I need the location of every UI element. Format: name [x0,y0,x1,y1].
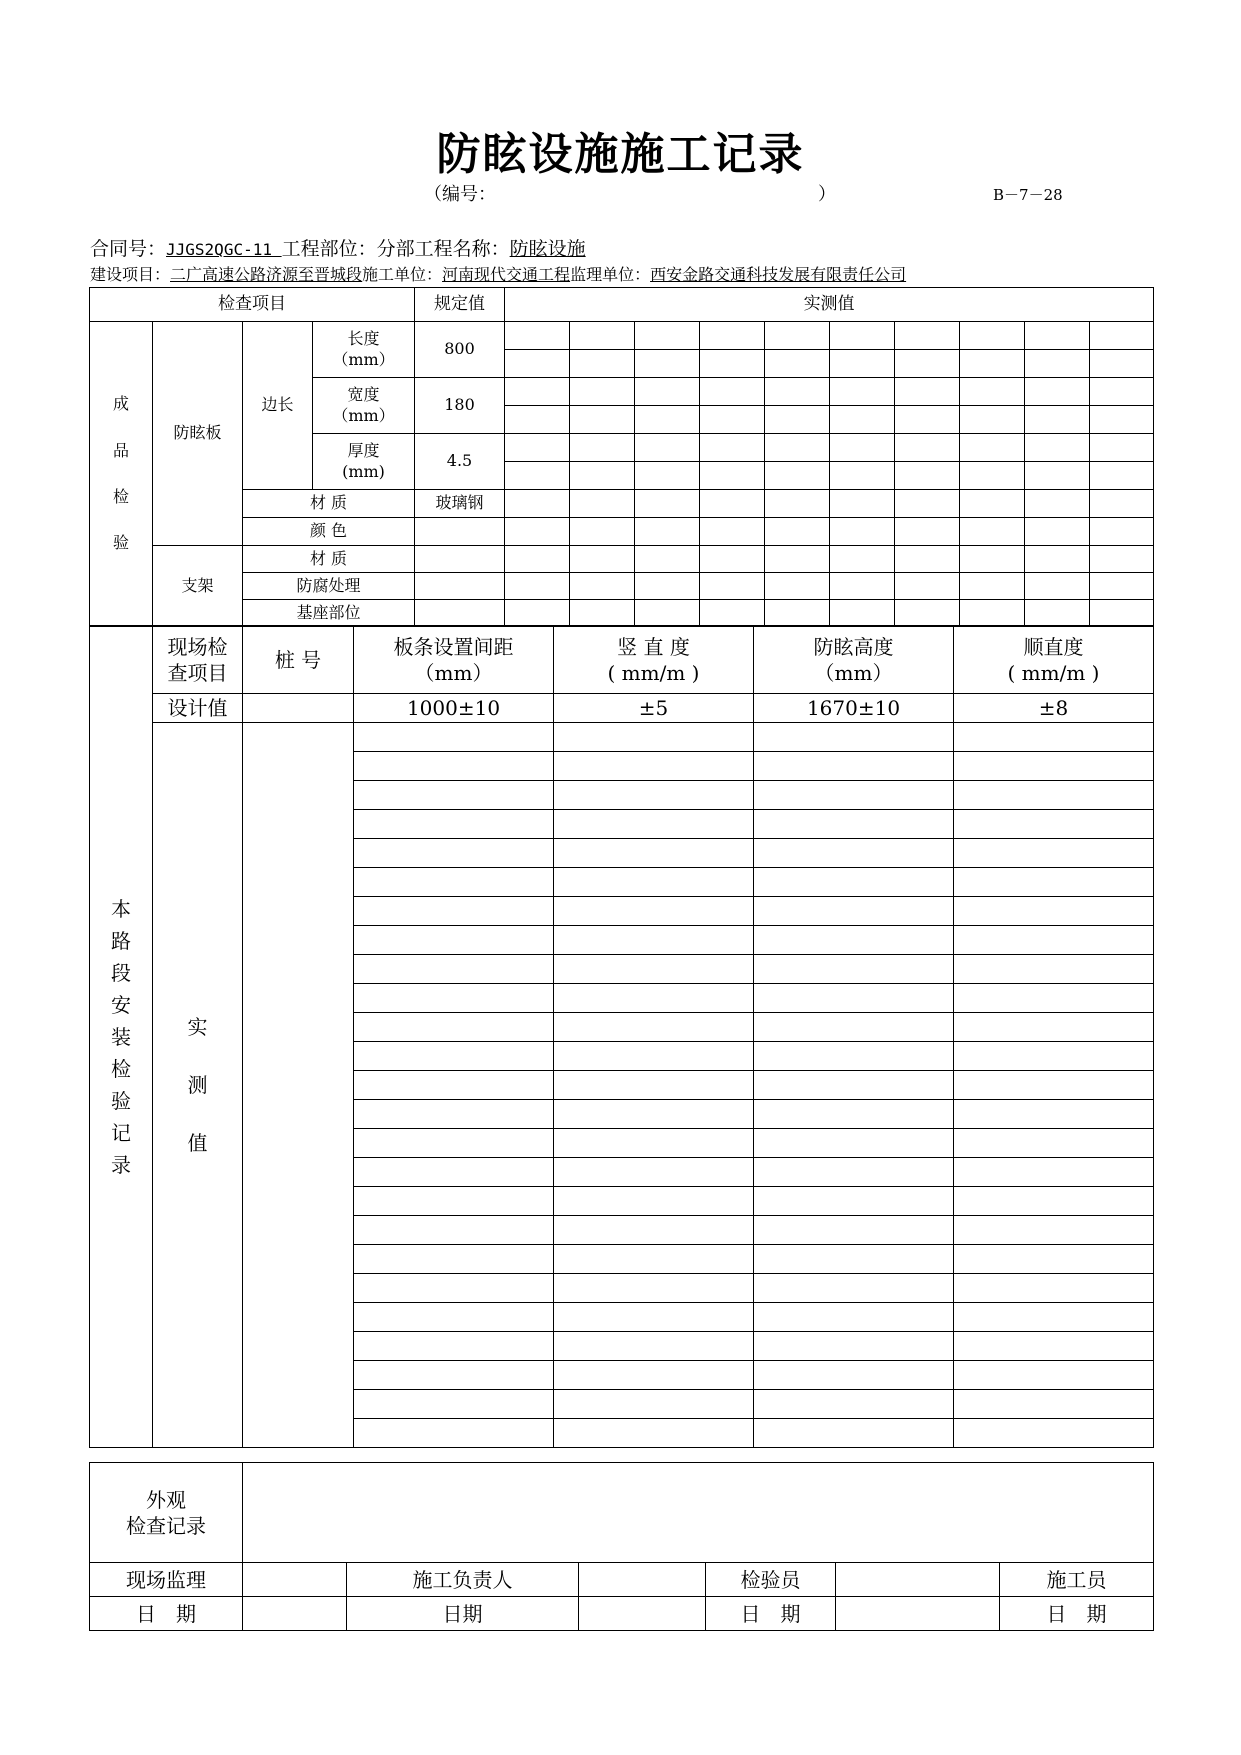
straightness-header: 顺直度 ( mm/m ) [954,626,1154,694]
anticorrosion-label: 防腐处理 [243,573,415,600]
material-label: 材 质 [243,490,415,518]
measurement-cell[interactable] [754,1332,954,1361]
measurement-cell[interactable] [354,868,554,897]
product-inspection-label: 成品检验 [90,322,153,627]
measurement-cell[interactable] [554,810,754,839]
measurement-cell[interactable] [554,1129,754,1158]
measurement-cell[interactable] [354,1013,554,1042]
date-field-1[interactable] [243,1597,347,1631]
date-field-3[interactable] [836,1597,1000,1631]
width-label: 宽度 （mm） [313,378,415,434]
measurement-cell[interactable] [354,926,554,955]
measurement-cell[interactable] [954,1042,1154,1071]
measurement-cell[interactable] [954,839,1154,868]
verticality-header: 竖 直 度 ( mm/m ) [554,626,754,694]
measurement-cell[interactable] [954,1245,1154,1274]
header-measured-value: 实测值 [505,288,1154,322]
measurement-cell[interactable] [554,897,754,926]
measurement-cell[interactable] [354,955,554,984]
date-label-1: 日 期 [90,1597,243,1631]
measurement-cell[interactable] [954,897,1154,926]
measurement-cell[interactable] [554,1245,754,1274]
pile-number-label: 桩 号 [243,626,354,694]
field-supervisor-label: 现场监理 [90,1563,243,1597]
measurement-cell[interactable] [954,868,1154,897]
width-spec: 180 [415,378,505,434]
measurement-cell[interactable] [554,868,754,897]
form-code: B－7－28 [993,186,1063,204]
measurement-cell[interactable] [554,1187,754,1216]
measurement-cell[interactable] [354,1071,554,1100]
measurement-cell[interactable] [954,1332,1154,1361]
measurement-cell[interactable] [954,984,1154,1013]
signature-table [89,1462,1154,1631]
measurement-cell[interactable] [754,1158,954,1187]
measurement-cell[interactable] [354,781,554,810]
inspector-sign[interactable] [836,1563,1000,1597]
measurement-cell[interactable] [554,1071,754,1100]
measurement-cell[interactable] [354,1390,554,1419]
product-inspection-table [89,287,1154,627]
measurement-cell[interactable] [354,1332,554,1361]
measurement-cell[interactable] [954,781,1154,810]
supervisor-unit-label: 监理单位： [570,265,651,284]
measurement-cell[interactable] [354,752,554,781]
measurement-cell[interactable] [754,1274,954,1303]
measurement-cell[interactable] [354,1303,554,1332]
measurement-cell[interactable] [554,1042,754,1071]
measurement-cell[interactable] [554,1419,754,1448]
design-value-label: 设计值 [153,694,243,723]
measurement-cell[interactable] [954,1158,1154,1187]
measurement-cell[interactable] [954,1216,1154,1245]
appearance-record-field[interactable] [243,1463,1154,1563]
length-spec: 800 [415,322,505,378]
measurement-cell[interactable] [554,1390,754,1419]
measurement-cell[interactable] [954,810,1154,839]
header-inspection-item: 检查项目 [90,288,415,322]
measurement-cell[interactable] [954,752,1154,781]
serial-number-label: （编号： [424,184,496,205]
measurement-cell[interactable] [954,1419,1154,1448]
contract-label: 合同号： [90,238,167,260]
measurement-cell[interactable] [354,1187,554,1216]
measurement-cell[interactable] [754,781,954,810]
panel-label: 防眩板 [153,322,243,546]
inspector-label: 检验员 [706,1563,836,1597]
document-title: 防眩设施施工记录 [436,129,805,180]
constructor-value: 河南现代交通工程 [442,265,571,284]
measurement-cell[interactable] [754,897,954,926]
measurement-cell[interactable] [554,1332,754,1361]
measurement-cell[interactable] [754,955,954,984]
contract-number: JJGS2QGC-11 [166,240,282,259]
measurement-cell[interactable] [954,1361,1154,1390]
measurement-cell[interactable] [754,1245,954,1274]
measurement-cell[interactable] [554,781,754,810]
measurement-cell[interactable] [754,984,954,1013]
measurement-cell[interactable] [554,1303,754,1332]
measurement-cell[interactable] [954,1013,1154,1042]
measurement-cell[interactable] [754,752,954,781]
thickness-spec: 4.5 [415,434,505,490]
measurement-cell[interactable] [754,1216,954,1245]
measurement-cell[interactable] [354,839,554,868]
measurement-cell[interactable] [754,1129,954,1158]
measurement-cell[interactable] [554,839,754,868]
base-label: 基座部位 [243,600,415,627]
measurement-cell[interactable] [554,926,754,955]
build-project-value: 二广高速公路济源至晋城段 [170,265,363,284]
measurement-cell[interactable] [954,1187,1154,1216]
measurement-cell[interactable] [354,1158,554,1187]
measurement-cell[interactable] [954,1071,1154,1100]
measurement-cell[interactable] [554,955,754,984]
height-header: 防眩高度 （mm） [754,626,954,694]
measurement-cell[interactable] [754,1361,954,1390]
cell[interactable] [505,322,570,350]
bracket-label: 支架 [153,546,243,627]
installation-inspection-table [89,625,1154,1448]
measurement-cell[interactable] [754,1187,954,1216]
measurement-cell[interactable] [354,984,554,1013]
measurement-cell[interactable] [754,1100,954,1129]
build-project-label: 建设项目： [90,265,171,284]
thickness-label: 厚度 (mm) [313,434,415,490]
design-straightness: ±8 [954,694,1154,723]
supervisor-unit-value: 西安金路交通科技发展有限责任公司 [650,265,907,284]
measurement-cell[interactable] [554,1158,754,1187]
spacing-header: 板条设置间距 （mm） [354,626,554,694]
date-label-4: 日 期 [1000,1597,1154,1631]
measured-label: 实 测 值 [153,723,243,1448]
measurement-cell[interactable] [354,1361,554,1390]
measurement-cell[interactable] [754,1042,954,1071]
measurement-cell[interactable] [354,1100,554,1129]
measurement-cell[interactable] [354,1245,554,1274]
measurement-cell[interactable] [554,1361,754,1390]
measurement-cell[interactable] [354,1419,554,1448]
constructor-label: 施工员 [1000,1563,1154,1597]
date-label-3: 日 期 [706,1597,836,1631]
constructor-label: 施工单位： [362,265,443,284]
measurement-cell[interactable] [754,1419,954,1448]
material-spec: 玻璃钢 [415,490,505,518]
measurement-cell[interactable] [954,1303,1154,1332]
design-verticality: ±5 [554,694,754,723]
appearance-label: 外观 检查记录 [90,1463,243,1563]
measurement-cell[interactable] [754,1071,954,1100]
date-label-2: 日期 [347,1597,579,1631]
measurement-cell[interactable] [754,839,954,868]
measurement-cell[interactable] [754,926,954,955]
date-field-2[interactable] [579,1597,706,1631]
measurement-cell[interactable] [754,1390,954,1419]
measurement-cell[interactable] [554,984,754,1013]
field-item-label: 现场检 查项目 [153,626,243,694]
section-name: 防眩设施 [509,238,586,260]
measurement-cell[interactable] [754,868,954,897]
measurement-cell[interactable] [354,1042,554,1071]
design-height: 1670±10 [754,694,954,723]
measurement-cell[interactable] [554,1274,754,1303]
pile-number-column[interactable] [243,723,354,1448]
measurement-cell[interactable] [754,1013,954,1042]
measurement-cell[interactable] [754,1303,954,1332]
measurement-cell[interactable] [954,1129,1154,1158]
measurement-cell[interactable] [954,955,1154,984]
measurement-cell[interactable] [554,1216,754,1245]
measurement-cell[interactable] [354,897,554,926]
length-label: 长度 （mm） [313,322,415,378]
measurement-cell[interactable] [354,1129,554,1158]
color-label: 颜 色 [243,518,415,546]
measurement-cell[interactable] [954,1390,1154,1419]
measurement-cell[interactable] [954,1274,1154,1303]
contract-line [90,234,586,261]
bracket-material-label: 材 质 [243,546,415,573]
measurement-cell[interactable] [554,1013,754,1042]
measurement-cell[interactable] [554,752,754,781]
serial-number-close: ） [818,184,836,205]
section-label: 工程部位：分部工程名称： [281,238,510,260]
installation-record-label: 本路段安装检验记录 [90,626,153,1448]
construction-lead-label: 施工负责人 [347,1563,579,1597]
measurement-cell[interactable] [354,1274,554,1303]
measurement-cell[interactable] [354,1216,554,1245]
measurement-cell[interactable] [754,810,954,839]
edge-label: 边长 [243,322,313,490]
construction-lead-sign[interactable] [579,1563,706,1597]
header-spec-value: 规定值 [415,288,505,322]
field-supervisor-sign[interactable] [243,1563,347,1597]
design-spacing: 1000±10 [354,694,554,723]
measurement-cell[interactable] [354,810,554,839]
measurement-cell[interactable] [954,1100,1154,1129]
measurement-cell[interactable] [954,926,1154,955]
project-line [90,262,906,285]
measurement-cell[interactable] [554,1100,754,1129]
